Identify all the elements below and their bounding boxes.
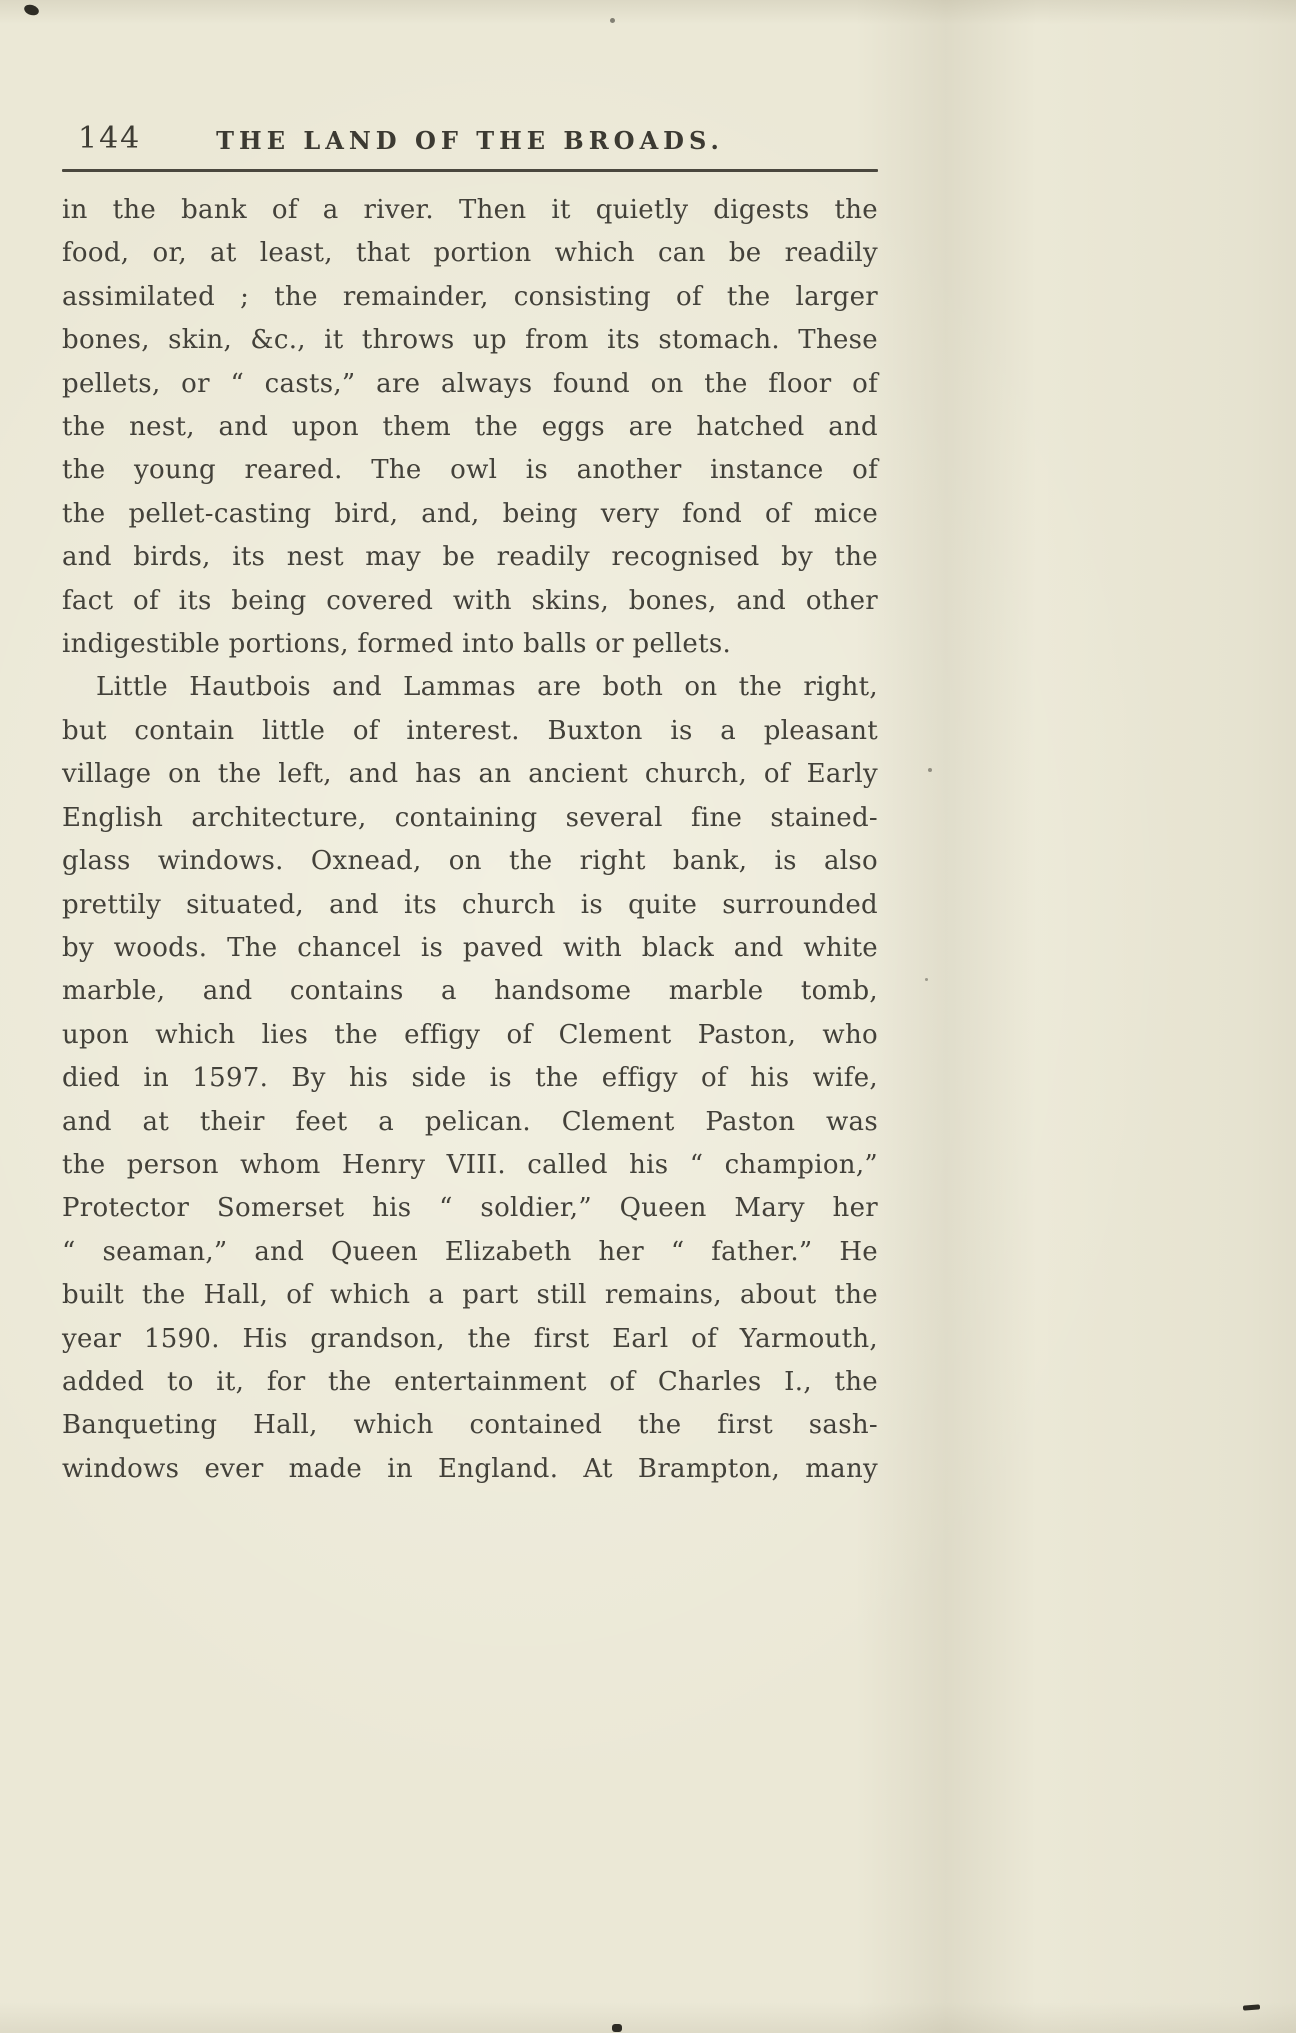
text-line: the nest, and upon them the eggs are hatched and [62,412,878,443]
text-line: prettily situated, and its church is quite surrounded [62,889,878,920]
text-line: in the bank of a river. Then it quietly digests the [62,195,878,225]
text-line: died in 1597. By his side is the effigy of his wife, [62,1063,878,1094]
page-header [62,118,878,158]
text-line: bones, skin, &c., it throws up from its stomach. These [62,325,878,356]
text-line: built the Hall, of which a part still remains, about the [62,1280,878,1311]
text-line: but contain little of interest. Buxton is a pleasant [62,715,878,746]
text-line: pellets, or “ casts,” are always found on the floor of [62,368,878,399]
running-title: THE LAND OF THE BROADS. [216,126,724,155]
text-line: Protector Somerset his “ soldier,” Queen Mary her [62,1193,878,1224]
scan-speck [610,18,615,23]
scan-speck [612,2024,622,2032]
scan-speck [928,768,932,772]
text-line: upon which lies the effigy of Clement Paston, who [62,1019,878,1050]
text-line: windows ever made in England. At Brampton, many [62,1453,878,1484]
text-line: indigestible portions, formed into balls or pellets. [62,629,732,660]
text-line: village on the left, and has an ancient church, of Early [62,759,878,790]
scan-speck [23,3,40,17]
body-text [62,189,878,1491]
text-line: assimilated ; the remainder, consisting of the larger [62,281,878,312]
header-rule [62,169,878,172]
text-line: and birds, its nest may be readily recognised by the [62,542,878,573]
text-line: the young reared. The owl is another instance of [62,455,878,486]
text-line: added to it, for the entertainment of Charles I., the [62,1366,878,1397]
scan-speck [925,978,928,981]
text-line: year 1590. His grandson, the first Earl of Yarmouth, [62,1323,878,1354]
text-line: English architecture, containing several fine stained- [62,802,878,833]
scan-speck [1243,2004,1260,2010]
text-line: marble, and contains a handsome marble tomb, [62,976,878,1007]
text-line: “ seaman,” and Queen Elizabeth her “ father.” He [62,1236,878,1267]
text-line: food, or, at least, that portion which can be readily [62,238,878,269]
page-number: 144 [78,121,142,156]
text-line: fact of its being covered with skins, bones, and other [62,585,878,616]
text-line: Banqueting Hall, which contained the first sash- [62,1410,878,1441]
text-line: Little Hautbois and Lammas are both on the right, [96,672,878,703]
text-line: glass windows. Oxnead, on the right bank, is also [62,846,878,877]
text-line: the person whom Henry VIII. called his “ champion,” [62,1149,878,1180]
text-line: the pellet-casting bird, and, being very fond of mice [62,498,878,529]
text-line: by woods. The chancel is paved with black and white [62,932,878,963]
text-line: and at their feet a pelican. Clement Paston was [62,1106,878,1137]
page-content [62,118,878,1491]
